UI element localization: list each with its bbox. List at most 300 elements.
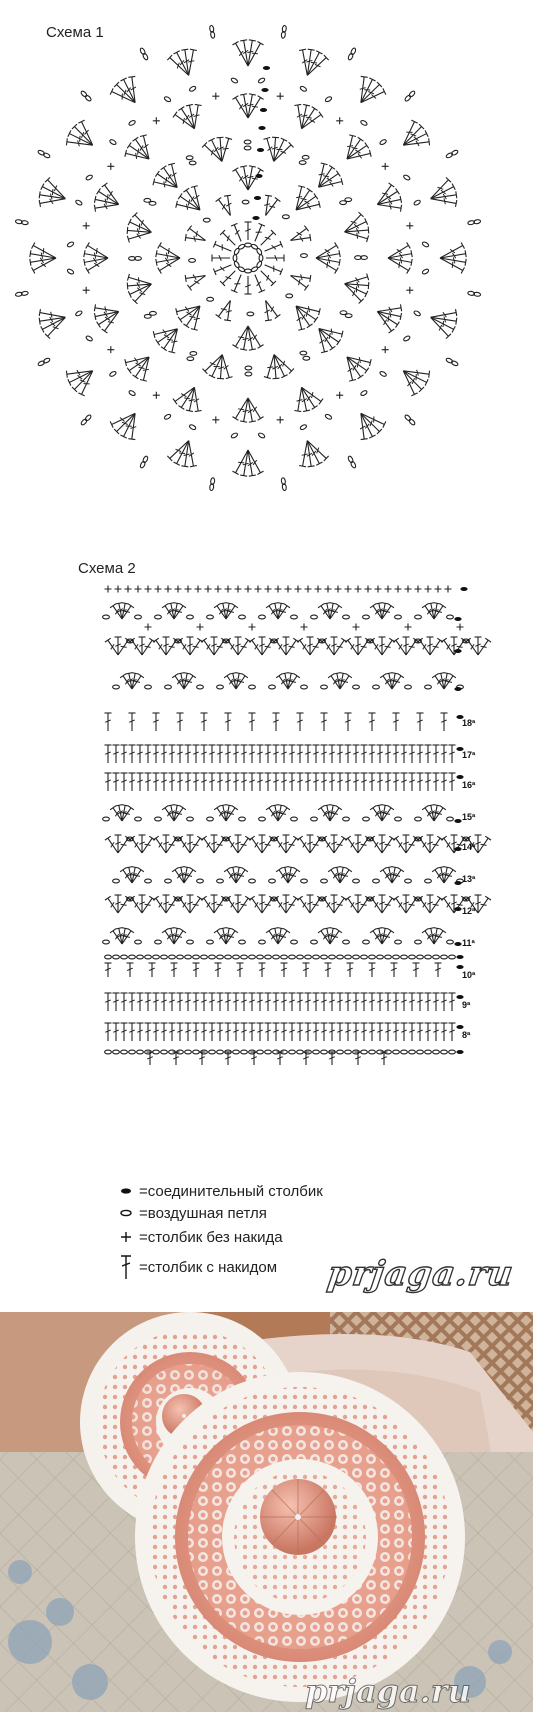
double-crochet xyxy=(334,638,347,655)
single-crochet xyxy=(125,586,132,593)
legend-slip-stitch: = соединительный столбик xyxy=(115,1180,323,1202)
chain-stitch xyxy=(353,685,360,689)
shell-fan xyxy=(216,300,232,320)
chain-stitch xyxy=(311,817,318,821)
chain-stitch xyxy=(415,940,422,944)
double-crochet xyxy=(105,713,112,731)
single-crochet xyxy=(255,586,262,593)
chain-stitch xyxy=(409,1050,416,1054)
double-crochet xyxy=(245,276,252,294)
double-crochet xyxy=(425,745,432,763)
chain-stitch xyxy=(209,1050,216,1054)
double-crochet xyxy=(105,896,118,913)
chain-stitch xyxy=(363,817,370,821)
chain-stitch xyxy=(273,955,280,959)
double-crochet xyxy=(145,993,152,1011)
row-diagram xyxy=(0,585,533,1145)
shell-fan xyxy=(403,370,429,396)
double-crochet xyxy=(257,1023,264,1041)
chain-stitch xyxy=(345,1050,352,1054)
single-crochet xyxy=(457,624,464,631)
double-crochet xyxy=(171,963,178,977)
double-crochet xyxy=(273,896,286,913)
double-crochet xyxy=(193,963,200,977)
slip-stitch xyxy=(255,174,262,178)
double-crochet xyxy=(303,963,310,977)
chain-stitch xyxy=(449,955,456,959)
single-crochet xyxy=(265,586,272,593)
double-crochet xyxy=(241,773,248,791)
single-crochet xyxy=(277,93,284,100)
shell-fan xyxy=(319,163,343,187)
chain-stitch xyxy=(177,955,184,959)
double-crochet xyxy=(431,177,451,198)
double-crochet xyxy=(217,993,224,1011)
double-crochet xyxy=(433,1023,440,1041)
double-crochet xyxy=(161,745,168,763)
single-crochet xyxy=(145,624,152,631)
double-crochet xyxy=(417,713,424,731)
chain-stitch xyxy=(343,940,350,944)
double-crochet xyxy=(345,232,369,242)
double-crochet xyxy=(132,284,151,304)
single-crochet xyxy=(195,586,202,593)
single-crochet xyxy=(155,586,162,593)
chain-stitch xyxy=(303,356,310,360)
chain-stitch xyxy=(209,955,216,959)
single-crochet xyxy=(275,586,282,593)
double-crochet xyxy=(231,223,241,241)
chain-stitch xyxy=(37,149,45,155)
shell-fan xyxy=(127,212,151,242)
chain-stitch xyxy=(363,940,370,944)
double-crochet xyxy=(449,745,456,763)
double-crochet xyxy=(310,836,323,853)
double-crochet xyxy=(166,896,179,913)
chain-stitch xyxy=(189,424,197,431)
shell-fan xyxy=(30,242,56,273)
double-crochet xyxy=(132,212,151,232)
double-crochet xyxy=(201,773,208,791)
chain-stitch xyxy=(417,955,424,959)
double-crochet xyxy=(262,896,275,913)
chain-stitch xyxy=(161,955,168,959)
chain-stitch xyxy=(231,432,239,439)
slip-stitch-icon xyxy=(115,1187,137,1195)
chain-stitch xyxy=(325,96,333,103)
chain-stitch xyxy=(425,685,432,689)
single-crochet xyxy=(345,586,352,593)
double-crochet xyxy=(193,1023,200,1041)
chain-stitch xyxy=(239,615,246,619)
double-crochet xyxy=(433,993,440,1011)
shell-fan xyxy=(167,441,197,467)
chain-stitch xyxy=(155,940,162,944)
shell-fan xyxy=(162,805,186,821)
double-crochet xyxy=(249,638,262,655)
double-crochet xyxy=(281,963,288,977)
double-crochet xyxy=(240,326,248,350)
chain-stitch xyxy=(289,955,296,959)
chain-stitch xyxy=(302,155,309,159)
double-crochet xyxy=(361,82,382,103)
shell-fan xyxy=(110,76,136,102)
double-crochet xyxy=(478,638,491,655)
double-crochet xyxy=(233,993,240,1011)
chain-stitch xyxy=(305,955,312,959)
double-crochet xyxy=(167,55,188,75)
double-crochet xyxy=(241,993,248,1011)
single-crochet xyxy=(415,586,422,593)
double-crochet xyxy=(313,993,320,1011)
shell-fan xyxy=(403,120,429,146)
double-crochet xyxy=(259,963,266,977)
double-crochet xyxy=(377,304,401,312)
double-crochet xyxy=(316,257,340,265)
chain-stitch xyxy=(345,955,352,959)
chain-stitch xyxy=(189,161,196,165)
watermark-logo: prjaga.ru xyxy=(325,1254,517,1294)
chain-stitch xyxy=(103,940,110,944)
chain-stitch xyxy=(360,120,368,127)
chain-stitch xyxy=(286,294,293,298)
chain-stitch xyxy=(405,879,412,883)
double-crochet xyxy=(118,836,131,853)
chain-stitch xyxy=(441,955,448,959)
double-crochet xyxy=(129,745,136,763)
single-crochet xyxy=(153,392,160,399)
double-crochet xyxy=(273,713,280,731)
slip-stitch xyxy=(263,66,270,70)
double-crochet xyxy=(129,773,136,791)
chain-stitch xyxy=(67,241,75,248)
double-crochet xyxy=(201,638,214,655)
chain-stitch xyxy=(299,85,307,92)
chain-stitch xyxy=(299,161,306,165)
shell-fan xyxy=(156,242,180,273)
chain-stitch xyxy=(185,1050,192,1054)
double-crochet xyxy=(325,963,332,977)
double-crochet xyxy=(321,638,334,655)
double-crochet xyxy=(345,212,364,232)
chain-stitch xyxy=(301,879,308,883)
double-crochet xyxy=(321,993,328,1011)
double-crochet xyxy=(274,142,294,161)
chain-stitch xyxy=(249,955,256,959)
double-crochet xyxy=(369,963,376,977)
shell-fan xyxy=(296,306,320,330)
double-crochet xyxy=(194,387,202,411)
shell-fan xyxy=(162,603,186,619)
chain-stitch xyxy=(433,955,440,959)
slip-stitch xyxy=(258,126,265,130)
cushion-front xyxy=(135,1372,465,1702)
single-crochet xyxy=(382,346,389,353)
double-crochet xyxy=(153,745,160,763)
shell-fan xyxy=(176,186,200,210)
chain-stitch xyxy=(113,685,120,689)
double-crochet xyxy=(249,1023,256,1041)
double-crochet xyxy=(406,836,419,853)
double-crochet xyxy=(169,745,176,763)
shell-fan xyxy=(347,135,371,159)
double-crochet xyxy=(113,993,120,1011)
double-crochet xyxy=(441,773,448,791)
slip-stitch xyxy=(456,955,463,959)
chain-stitch xyxy=(245,372,252,376)
chain-stitch xyxy=(207,940,214,944)
double-crochet xyxy=(137,745,144,763)
slip-stitch xyxy=(260,108,267,112)
chain-stitch xyxy=(299,424,307,431)
double-crochet xyxy=(417,638,430,655)
double-crochet xyxy=(249,836,262,853)
single-crochet-icon xyxy=(115,1231,137,1243)
double-crochet xyxy=(337,993,344,1011)
double-crochet xyxy=(105,745,112,763)
double-crochet xyxy=(209,993,216,1011)
shell-fan xyxy=(202,137,232,161)
double-crochet xyxy=(294,387,302,411)
chain-stitch xyxy=(425,1050,432,1054)
double-crochet xyxy=(149,963,156,977)
double-crochet xyxy=(425,993,432,1011)
chain-stitch xyxy=(80,418,87,426)
double-crochet xyxy=(281,993,288,1011)
double-crochet xyxy=(257,773,264,791)
chain-stitch xyxy=(297,1050,304,1054)
chain-stitch xyxy=(169,955,176,959)
double-crochet xyxy=(225,713,232,731)
double-crochet xyxy=(233,1023,240,1041)
double-crochet xyxy=(249,773,256,791)
shell-fan xyxy=(66,370,92,396)
double-crochet xyxy=(201,993,208,1011)
chain-stitch xyxy=(259,940,266,944)
single-crochet xyxy=(215,586,222,593)
double-crochet xyxy=(321,773,328,791)
double-crochet xyxy=(329,773,336,791)
double-crochet xyxy=(310,638,323,655)
double-crochet xyxy=(307,441,328,461)
double-crochet xyxy=(113,1023,120,1041)
double-crochet xyxy=(84,250,108,258)
double-crochet xyxy=(177,993,184,1011)
chain-stitch xyxy=(447,615,454,619)
single-crochet xyxy=(212,93,219,100)
legend-single-crochet: = столбик без накида xyxy=(115,1226,283,1248)
slip-stitch xyxy=(456,775,463,779)
shell-fan xyxy=(422,603,446,619)
double-crochet xyxy=(238,896,251,913)
double-crochet xyxy=(129,713,136,731)
shell-fan xyxy=(202,355,232,379)
double-crochet xyxy=(281,745,288,763)
double-crochet xyxy=(393,836,406,853)
chain-stitch xyxy=(217,955,224,959)
chain-stitch xyxy=(259,817,266,821)
chain-stitch xyxy=(353,879,360,883)
shell-fan xyxy=(422,805,446,821)
chain-stitch xyxy=(244,146,251,150)
shell-fan xyxy=(120,673,144,689)
double-crochet xyxy=(273,745,280,763)
scheme2-title: Схема 2 xyxy=(78,560,136,577)
single-crochet xyxy=(115,586,122,593)
double-crochet xyxy=(113,745,120,763)
chain-stitch xyxy=(447,940,454,944)
chain-stitch xyxy=(415,817,422,821)
double-crochet xyxy=(137,993,144,1011)
double-crochet xyxy=(358,836,371,853)
chain-stitch xyxy=(379,371,387,378)
double-crochet xyxy=(193,745,200,763)
double-crochet xyxy=(145,773,152,791)
chain-stitch xyxy=(105,955,112,959)
double-crochet xyxy=(347,963,354,977)
double-crochet xyxy=(105,993,112,1011)
double-crochet xyxy=(369,713,376,731)
chain-stitch xyxy=(161,1050,168,1054)
chain-stitch xyxy=(350,461,356,469)
double-crochet xyxy=(238,638,251,655)
double-crochet xyxy=(212,255,230,262)
chain-stitch xyxy=(422,268,430,275)
double-crochet xyxy=(255,275,265,293)
single-crochet xyxy=(445,586,452,593)
chain-stitch xyxy=(404,94,411,102)
chain-stitch xyxy=(422,241,430,248)
single-crochet xyxy=(355,586,362,593)
double-crochet xyxy=(297,713,304,731)
chain-stitch xyxy=(241,1050,248,1054)
chain-stitch xyxy=(347,53,353,61)
chain-stitch xyxy=(377,955,384,959)
double-crochet xyxy=(137,773,144,791)
double-crochet xyxy=(188,49,197,75)
double-crochet xyxy=(249,896,262,913)
chain-stitch xyxy=(137,955,144,959)
double-crochet xyxy=(353,773,360,791)
single-crochet xyxy=(365,586,372,593)
double-crochet xyxy=(393,745,400,763)
double-crochet xyxy=(201,836,214,853)
double-crochet xyxy=(294,104,302,128)
chain-stitch xyxy=(337,1050,344,1054)
single-crochet xyxy=(145,586,152,593)
double-crochet xyxy=(225,745,232,763)
shell-fan xyxy=(432,673,456,689)
double-crochet xyxy=(266,255,284,262)
chain-stitch xyxy=(447,817,454,821)
chain-stitch xyxy=(164,96,172,103)
double-crochet xyxy=(307,55,328,75)
single-crochet xyxy=(405,586,412,593)
shell-fan xyxy=(316,242,340,273)
cushion-photo xyxy=(0,1312,533,1712)
double-crochet xyxy=(310,896,323,913)
chain-stitch xyxy=(282,215,289,219)
slip-stitch xyxy=(456,1025,463,1029)
double-crochet xyxy=(233,745,240,763)
chain-stitch xyxy=(139,47,146,55)
double-crochet xyxy=(214,896,227,913)
double-crochet xyxy=(209,773,216,791)
shell-fan xyxy=(266,928,290,944)
chain-stitch xyxy=(343,615,350,619)
chain-stitch xyxy=(408,418,416,425)
shell-fan xyxy=(264,355,294,379)
double-crochet xyxy=(142,638,155,655)
chain-stitch xyxy=(321,1050,328,1054)
chain-stitch xyxy=(203,218,210,222)
double-crochet xyxy=(225,896,238,913)
single-crochet xyxy=(325,586,332,593)
shell-fan xyxy=(294,104,323,128)
photo-watermark: prjaga.ru xyxy=(305,1672,471,1710)
shell-fan xyxy=(232,326,263,350)
chain-stitch xyxy=(449,1050,456,1054)
row-number: 16ª xyxy=(462,780,476,790)
single-crochet xyxy=(305,586,312,593)
chain-stitch xyxy=(257,955,264,959)
row-number: 8ª xyxy=(462,1030,471,1040)
chain-stitch xyxy=(395,940,402,944)
double-crochet xyxy=(337,745,344,763)
chain-stitch xyxy=(153,955,160,959)
chain-stitch xyxy=(153,1050,160,1054)
single-crochet xyxy=(135,586,142,593)
shell-fan xyxy=(276,673,300,689)
double-crochet xyxy=(241,745,248,763)
chain-stitch xyxy=(233,955,240,959)
double-crochet xyxy=(265,1023,272,1041)
double-crochet xyxy=(177,745,184,763)
shell-fan xyxy=(173,387,202,411)
shell-fan xyxy=(167,49,197,75)
shell-fan xyxy=(290,274,310,290)
single-crochet xyxy=(205,586,212,593)
double-crochet xyxy=(431,309,457,317)
chain-stitch xyxy=(239,817,246,821)
single-crochet xyxy=(315,586,322,593)
double-crochet xyxy=(217,745,224,763)
chain-stitch xyxy=(207,615,214,619)
chain-stitch xyxy=(113,955,120,959)
chain-stitch xyxy=(201,955,208,959)
shell-fan xyxy=(232,450,263,476)
double-crochet xyxy=(441,896,454,913)
chain-stitch xyxy=(401,955,408,959)
double-crochet xyxy=(153,713,160,731)
double-crochet xyxy=(274,355,294,374)
chain-stitch xyxy=(193,1050,200,1054)
double-crochet xyxy=(225,836,238,853)
shell-fan xyxy=(294,387,323,411)
shell-fan xyxy=(224,867,248,883)
row-number: 13ª xyxy=(462,874,476,884)
double-crochet xyxy=(440,257,466,265)
chain-stitch xyxy=(186,156,193,160)
double-crochet xyxy=(225,773,232,791)
chain-stitch xyxy=(337,955,344,959)
double-crochet xyxy=(433,773,440,791)
shell-fan xyxy=(94,183,118,212)
chain-stitch xyxy=(187,817,194,821)
shell-fan xyxy=(232,94,263,118)
double-crochet xyxy=(297,638,310,655)
double-crochet xyxy=(121,993,128,1011)
